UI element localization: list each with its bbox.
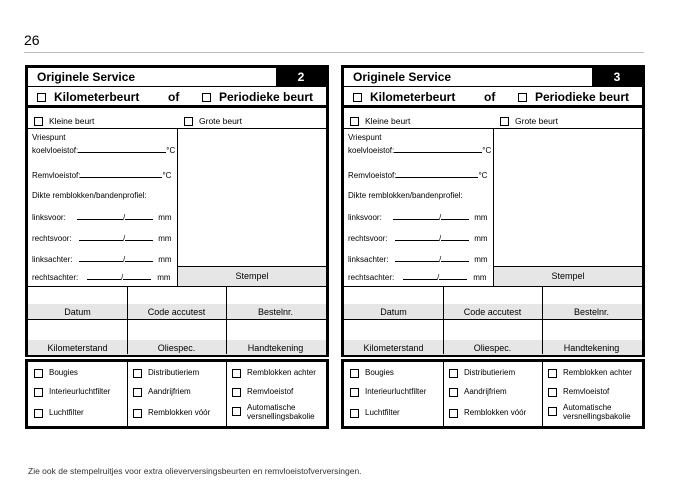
checkbox-icon[interactable] [133, 409, 142, 418]
check-drive-belt[interactable] [133, 387, 223, 397]
coolant-field[interactable] [348, 144, 491, 155]
input-line[interactable] [87, 271, 124, 282]
small-service-label: Kleine beurt [49, 116, 95, 126]
checkbox-icon[interactable] [350, 388, 359, 397]
coolant-label: koelvloeistof: [348, 146, 395, 155]
periodic-service-label: Periodieke beurt [535, 90, 630, 104]
check-label: Luchtfilter [49, 408, 84, 417]
stamp-area[interactable] [178, 129, 326, 266]
check-label: Distributieriem [464, 368, 516, 377]
top-divider [24, 52, 644, 53]
checkbox-icon[interactable] [232, 369, 241, 378]
checkbox-icon[interactable] [548, 388, 557, 397]
input-line[interactable] [123, 271, 151, 280]
check-cabin-filter[interactable] [34, 387, 124, 397]
input-line[interactable] [441, 253, 469, 262]
large-service-option[interactable] [500, 116, 558, 126]
checkbox-icon[interactable] [449, 409, 458, 418]
stamp-area[interactable] [494, 129, 642, 266]
checkbox-icon[interactable] [350, 117, 359, 126]
checkbox-icon[interactable] [548, 369, 557, 378]
input-line[interactable] [403, 271, 440, 282]
unit-mm: mm [158, 213, 172, 222]
check-front-brake-pads[interactable] [449, 408, 541, 418]
input-line[interactable] [125, 211, 153, 220]
service-size-row [344, 113, 642, 129]
battery-code-field[interactable]: Code accutest [147, 307, 206, 317]
rear-right-field[interactable] [32, 271, 171, 282]
checkbox-icon[interactable] [449, 388, 458, 397]
front-right-label: rechtsvoor: [32, 234, 72, 243]
checkbox-icon[interactable] [232, 407, 241, 416]
measurements-area [344, 129, 494, 286]
small-service-label: Kleine beurt [365, 116, 411, 126]
divider [443, 362, 444, 426]
checkbox-icon[interactable] [202, 93, 211, 102]
order-number-field[interactable]: Bestelnr. [573, 307, 610, 317]
or-label: of [168, 90, 180, 104]
date-field[interactable]: Datum [380, 307, 407, 317]
unit-mm: mm [158, 255, 172, 264]
front-right-label: rechtsvoor: [348, 234, 388, 243]
coolant-input-line[interactable] [394, 144, 482, 153]
front-right-field[interactable] [32, 232, 172, 243]
divider [28, 319, 326, 320]
input-line[interactable] [395, 232, 442, 243]
front-left-field[interactable] [348, 211, 488, 222]
checkbox-icon[interactable] [37, 93, 46, 102]
check-label: Automatische versnellingsbakolie [247, 403, 315, 421]
rear-left-label: linksachter: [348, 255, 389, 264]
input-line[interactable] [79, 253, 126, 264]
rear-right-label: rechtsachter: [32, 273, 79, 282]
measurements-area [28, 129, 178, 286]
rear-right-label: rechtsachter: [348, 273, 395, 282]
kilometer-service-option[interactable] [353, 90, 455, 104]
input-line[interactable] [441, 232, 469, 241]
mileage-field[interactable]: Kilometerstand [363, 343, 424, 353]
check-air-filter[interactable] [34, 408, 124, 418]
divider [28, 286, 326, 287]
card-number: 2 [276, 68, 326, 86]
check-label: Interieurluchtfilter [49, 387, 111, 396]
divider [344, 319, 642, 320]
battery-code-field[interactable]: Code accutest [463, 307, 522, 317]
large-service-label: Grote beurt [515, 116, 558, 126]
front-right-field[interactable] [348, 232, 488, 243]
checkbox-icon[interactable] [449, 369, 458, 378]
brake-fluid-field[interactable] [32, 169, 171, 180]
periodic-service-option[interactable] [518, 90, 629, 104]
check-label: Bougies [49, 368, 78, 377]
brake-fluid-unit: °C [478, 171, 488, 180]
check-label: Distributieriem [148, 368, 200, 377]
card-title: Originele Service [353, 70, 452, 84]
input-line[interactable] [441, 211, 469, 220]
divider [127, 362, 128, 426]
coolant-field[interactable] [32, 144, 175, 155]
check-brake-fluid[interactable] [232, 387, 326, 397]
separator: / [123, 213, 126, 222]
coolant-label-line1: Vriespunt [32, 133, 66, 142]
checkbox-icon[interactable] [34, 117, 43, 126]
card-number: 3 [592, 68, 642, 86]
checkbox-icon[interactable] [353, 93, 362, 102]
service-record-box [25, 65, 329, 357]
date-field[interactable]: Datum [64, 307, 91, 317]
checkbox-icon[interactable] [500, 117, 509, 126]
order-number-field[interactable]: Bestelnr. [257, 307, 294, 317]
input-line[interactable] [439, 271, 467, 280]
front-left-field[interactable] [32, 211, 172, 222]
service-type-row [28, 87, 326, 108]
front-left-label: linksvoor: [348, 213, 382, 222]
input-line[interactable] [125, 232, 153, 241]
input-line[interactable] [395, 253, 442, 264]
checkbox-icon[interactable] [133, 388, 142, 397]
maintenance-checklist [341, 359, 645, 429]
small-service-option[interactable] [34, 116, 94, 126]
checkbox-icon[interactable] [232, 388, 241, 397]
unit-mm: mm [474, 213, 488, 222]
check-timing-belt[interactable] [133, 368, 223, 378]
checkbox-icon[interactable] [350, 369, 359, 378]
check-rear-brake-pads[interactable] [548, 368, 642, 378]
signature-field[interactable]: Handtekening [247, 343, 304, 353]
input-line[interactable] [79, 232, 126, 243]
rear-left-label: linksachter: [32, 255, 73, 264]
check-brake-fluid[interactable] [548, 387, 642, 397]
oil-spec-field[interactable]: Oliespec. [157, 343, 196, 353]
or-label: of [484, 90, 496, 104]
coolant-unit: °C [482, 146, 492, 155]
input-line[interactable] [393, 211, 442, 222]
checkbox-icon[interactable] [518, 93, 527, 102]
footnote: Zie ook de stempelruitjes voor extra olieverversingsbeurten en remvloeistofverversingen. [28, 466, 362, 476]
periodic-service-option[interactable] [202, 90, 313, 104]
check-label: Luchtfilter [365, 408, 400, 417]
unit-mm: mm [473, 273, 487, 282]
brake-fluid-input-line[interactable] [396, 169, 478, 178]
check-label: Bougies [365, 368, 394, 377]
separator: / [121, 273, 124, 282]
title-row [28, 68, 326, 87]
rear-right-field[interactable] [348, 271, 487, 282]
coolant-label: koelvloeistof: [32, 146, 79, 155]
check-label: Remvloeistof [563, 387, 610, 396]
input-line[interactable] [77, 211, 126, 222]
separator: / [439, 234, 442, 243]
separator: / [439, 255, 442, 264]
title-row [344, 68, 642, 87]
unit-mm: mm [157, 273, 171, 282]
separator: / [123, 234, 126, 243]
maintenance-checklist [25, 359, 329, 429]
front-left-label: linksvoor: [32, 213, 66, 222]
check-air-filter[interactable] [350, 408, 440, 418]
separator: / [439, 213, 442, 222]
thickness-title: Dikte remblokken/bandenprofiel: [32, 191, 147, 200]
checkbox-icon[interactable] [184, 117, 193, 126]
check-label: Aandrijfriem [464, 387, 507, 396]
coolant-input-line[interactable] [78, 144, 166, 153]
check-spark-plugs[interactable] [350, 368, 440, 378]
check-rear-brake-pads[interactable] [232, 368, 326, 378]
divider [226, 362, 227, 426]
oil-spec-field[interactable]: Oliespec. [473, 343, 512, 353]
large-service-option[interactable] [184, 116, 242, 126]
unit-mm: mm [158, 234, 172, 243]
rear-left-field[interactable] [348, 253, 488, 264]
signature-field[interactable]: Handtekening [563, 343, 620, 353]
stamp-label: Stempel [494, 266, 642, 286]
brake-fluid-unit: °C [162, 171, 172, 180]
check-cabin-filter[interactable] [350, 387, 440, 397]
checkbox-icon[interactable] [34, 369, 43, 378]
coolant-unit: °C [166, 146, 176, 155]
check-label: Remvloeistof [247, 387, 294, 396]
unit-mm: mm [474, 255, 488, 264]
kilometer-service-label: Kilometerbeurt [370, 90, 456, 104]
kilometer-service-label: Kilometerbeurt [54, 90, 140, 104]
divider [344, 286, 642, 287]
brake-fluid-field[interactable] [348, 169, 487, 180]
check-spark-plugs[interactable] [34, 368, 124, 378]
check-label: Remblokken vóór [148, 408, 211, 417]
unit-mm: mm [474, 234, 488, 243]
checkbox-icon[interactable] [133, 369, 142, 378]
kilometer-service-option[interactable] [37, 90, 139, 104]
page-number: 26 [24, 32, 40, 48]
service-record-box [341, 65, 645, 357]
card-title: Originele Service [37, 70, 136, 84]
checkbox-icon[interactable] [34, 388, 43, 397]
service-card-2 [25, 65, 329, 421]
coolant-label-line1: Vriespunt [348, 133, 382, 142]
check-label: Remblokken vóór [464, 408, 527, 417]
check-label: Interieurluchtfilter [365, 387, 427, 396]
check-timing-belt[interactable] [449, 368, 539, 378]
check-label: Remblokken achter [563, 368, 632, 377]
separator: / [437, 273, 440, 282]
small-service-option[interactable] [350, 116, 410, 126]
stamp-label: Stempel [178, 266, 326, 286]
check-label: Remblokken achter [247, 368, 316, 377]
service-type-row [344, 87, 642, 108]
divider [542, 362, 543, 426]
thickness-title: Dikte remblokken/bandenprofiel: [348, 191, 463, 200]
mileage-field[interactable]: Kilometerstand [47, 343, 108, 353]
brake-fluid-label: Remvloeistof: [32, 171, 81, 180]
checkbox-icon[interactable] [34, 409, 43, 418]
check-front-brake-pads[interactable] [133, 408, 225, 418]
brake-fluid-input-line[interactable] [80, 169, 162, 178]
check-automatic-gearbox-oil[interactable] [232, 403, 326, 421]
periodic-service-label: Periodieke beurt [219, 90, 314, 104]
check-drive-belt[interactable] [449, 387, 539, 397]
large-service-label: Grote beurt [199, 116, 242, 126]
rear-left-field[interactable] [32, 253, 172, 264]
separator: / [123, 255, 126, 264]
check-label: Automatische versnellingsbakolie [563, 403, 631, 421]
check-automatic-gearbox-oil[interactable] [548, 403, 642, 421]
check-label: Aandrijfriem [148, 387, 191, 396]
checkbox-icon[interactable] [350, 409, 359, 418]
input-line[interactable] [125, 253, 153, 262]
brake-fluid-label: Remvloeistof: [348, 171, 397, 180]
service-card-3 [341, 65, 645, 421]
service-size-row [28, 113, 326, 129]
checkbox-icon[interactable] [548, 407, 557, 416]
